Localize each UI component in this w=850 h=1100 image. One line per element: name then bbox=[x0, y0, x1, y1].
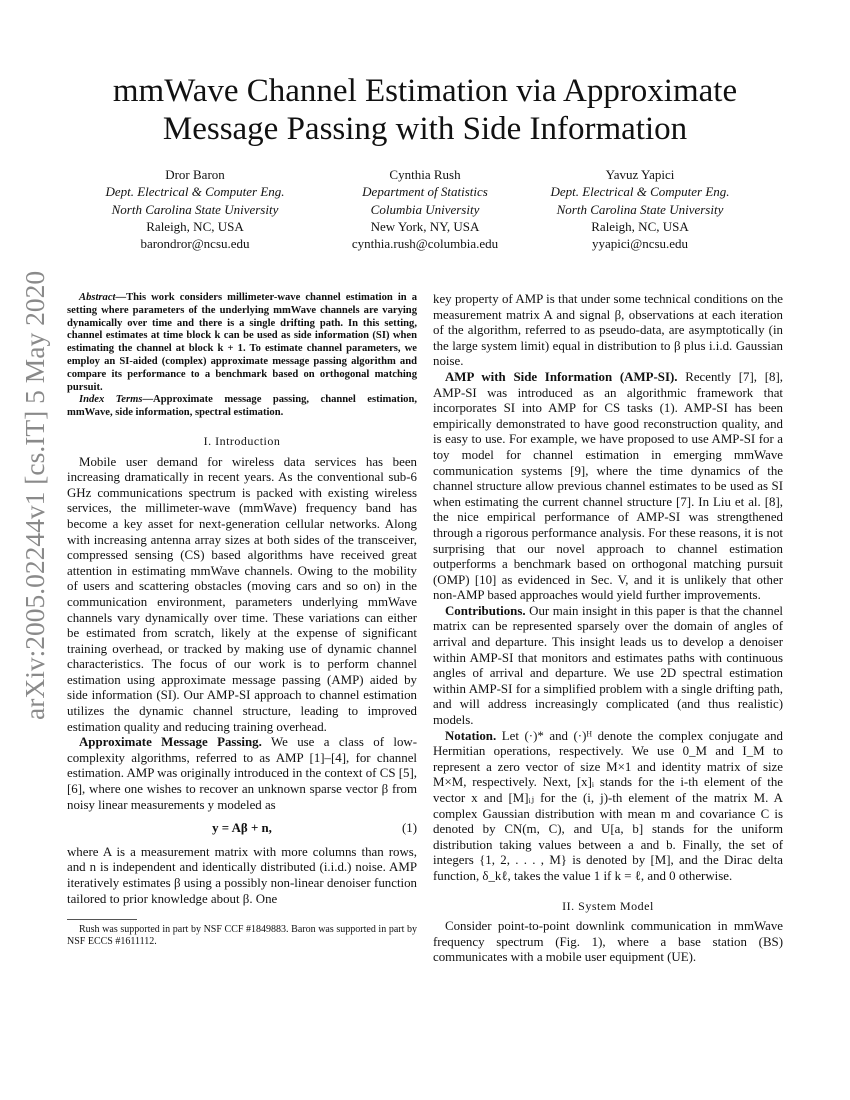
author-city: Raleigh, NC, USA bbox=[591, 218, 689, 234]
author-name: Dror Baron bbox=[165, 167, 225, 182]
author-block-2 bbox=[300, 166, 550, 252]
index-terms bbox=[67, 394, 417, 420]
paper-title bbox=[60, 72, 790, 148]
intro-paragraph: Mobile user demand for wireless data services has been increasing dramatically in recent years. As the conventional sub-6 GHz communications spectrum is packed with existing wireless services, the millimeter-wave (mmWave) frequency band has become a key asset for next-generation cellular networks. Along with increasing antenna array sizes at both sides of the transceiver, compressed sensing (CS) based algorithms have received great attention in estimating mmWave channels. Owing to the mobility of users and scattering obstacles (moving cars and so on) in the communication environment, parameters underlying mmWave channels vary dynamically over time. These variations can either be estimated from scratch, likely at the expense of significant training overhead, or tracked by making use of dynamic channel characteristics. The focus of our work is to perform channel estimation using approximate message passing (AMP) aided by side information (SI). Our AMP-SI approach to channel estimation utilizes the dynamic channel structure, leading to improved estimation quality and reducing training overhead. bbox=[67, 454, 417, 734]
index-terms-label: Index Terms bbox=[79, 394, 143, 406]
contributions-text: Our main insight in this paper is that the channel matrix can be represented sparsely over the domain of angles of arrival and departure. This insight leads us to develop a denoiser within AMP-SI that monitors and estimates paths with continuous angles of arrival and departure. We use 2D spectral estimation within AMP-SI for a simplified problem with a single drifting path, and will address increasingly complicated (and thus realistic) models. bbox=[433, 603, 783, 728]
title-line-1: mmWave Channel Estimation via Approximate bbox=[112, 73, 738, 109]
author-block-3 bbox=[515, 166, 765, 252]
amp-text: We use a class of low-complexity algorithms, referred to as AMP [1]–[4], for channel estimation. AMP was originally introduced in the context of CS [5], [6], where one wishes to recover an unknown sparse vector β from noisy linear measurements y modeled as bbox=[67, 735, 417, 812]
amp-heading: Approximate Message Passing. bbox=[79, 735, 262, 750]
author-org: North Carolina State University bbox=[111, 201, 279, 217]
author-org: North Carolina State University bbox=[556, 201, 724, 217]
author-dept: Dept. Electrical & Computer Eng. bbox=[105, 184, 285, 200]
footnote-rule bbox=[67, 919, 137, 920]
section-heading-introduction: I. Introduction bbox=[203, 433, 281, 448]
system-model-paragraph: Consider point-to-point downlink communication in mmWave frequency spectrum (Fig. 1), where a base station (BS) communicates with a mobile user equipment (UE). bbox=[433, 919, 783, 965]
amp-si-heading: AMP with Side Information (AMP-SI). bbox=[445, 369, 678, 384]
author-block-1 bbox=[70, 166, 320, 252]
abstract-label: Abstract bbox=[79, 292, 116, 303]
footnote: Rush was supported in part by NSF CCF #1849883. Baron was supported in part by NSF ECCS #1611112. bbox=[67, 924, 417, 948]
notation-text: Let (·)* and (·)ᴴ denote the complex conjugate and Hermitian operations, respectively. We use 0_M and I_M to represent a zero vector of size M×1 and identity matrix of size M×M, respectively. Next, [x]ᵢ stands for the i-th element of the vector x and [M]ᵢⱼ for the (i, j)-th element of the matrix M. A complex Gaussian distribution with mean m and covariance C is denoted by CN(m, C), and U[a, b] stands for the uniform distribution taking values between a and b. Finally, the set of integers {1, 2, . . . , M} is denoted by [M], and the Dirac delta function, δ_kℓ, takes the value 1 if k = ℓ, and 0 otherwise. bbox=[433, 728, 783, 883]
arxiv-identifier: arXiv:2005.02244v1 [cs.IT] 5 May 2020 bbox=[19, 270, 50, 720]
author-email: cynthia.rush@columbia.edu bbox=[351, 236, 499, 252]
author-name: Cynthia Rush bbox=[389, 167, 461, 182]
section-heading-system-model: II. System Model bbox=[562, 898, 654, 913]
amp-property-paragraph: key property of AMP is that under some technical conditions on the measurement matrix A and signal β, observations at each iteration of the algorithm, referred to as pseudo-data, are asymptotically (in the large system limit) equal in distribution to β plus i.i.d. Gaussian noise. bbox=[433, 292, 783, 369]
after-equation-paragraph: where A is a measurement matrix with more columns than rows, and n is independent and identically distributed (i.i.d.) noise. AMP iteratively estimates β using a possibly non-linear denoiser function tailored to prior knowledge about β. One bbox=[67, 844, 417, 906]
right-column bbox=[433, 292, 783, 966]
notation-heading: Notation. bbox=[445, 728, 497, 743]
author-name: Yavuz Yapici bbox=[605, 167, 675, 182]
author-email: yyapici@ncsu.edu bbox=[591, 236, 689, 252]
contributions-paragraph bbox=[433, 604, 783, 729]
index-terms-text: —Approximate message passing, channel estimation, mmWave, side information, spectral estimation. bbox=[67, 394, 417, 419]
amp-si-text: Recently [7], [8], AMP-SI was introduced as an algorithmic framework that incorporates SI into AMP for CS tasks (1). AMP-SI has been empirically demonstrated to have good reconstruction quality, and is easy to use. For example, we have proposed to use AMP-SI for a toy model for channel estimation in emerging mmWave communication systems [9], where the time dynamics of the channel structure allow previous channel estimates to be used as SI when estimating the current channel structure [7]. In Liu et al. [8], the nice empirical performance of AMP-SI was strengthened through a rigorous performance analysis. For these reasons, it is not surprising that our novel approach to channel estimation outperforms a benchmark based on orthogonal matching pursuit (OMP) [10] as evidenced in Sec. V, and it is unlikely that other non-AMP based approaches would yield further improvements. bbox=[433, 369, 783, 603]
author-dept: Department of Statistics bbox=[362, 184, 488, 200]
abstract bbox=[67, 292, 417, 394]
author-org: Columbia University bbox=[370, 201, 480, 217]
amp-paragraph bbox=[67, 735, 417, 813]
title-line-2: Message Passing with Side Information bbox=[162, 111, 688, 147]
equation-number: (1) bbox=[401, 821, 417, 836]
footnote-area bbox=[67, 919, 417, 948]
equation-1 bbox=[67, 821, 417, 837]
abstract-text: —This work considers millimeter-wave channel estimation in a setting where parameters of the underlying mmWave channels are varying dynamically over time and there is a single drifting path. In this setting, channel estimates at time block k can be used as side information (SI) when estimating the channel at block k + 1. To estimate channel parameters, we employ an SI-aided (complex) approximate message passing algorithm and compare its performance to a benchmark based on orthogonal matching pursuit. bbox=[67, 292, 417, 393]
author-email: barondror@ncsu.edu bbox=[140, 236, 250, 252]
equation-body: y = Aβ + n, bbox=[212, 821, 272, 836]
left-column bbox=[67, 292, 417, 948]
author-dept: Dept. Electrical & Computer Eng. bbox=[550, 184, 730, 200]
contributions-heading: Contributions. bbox=[445, 603, 526, 618]
notation-paragraph bbox=[433, 729, 783, 885]
amp-si-paragraph bbox=[433, 370, 783, 604]
author-city: Raleigh, NC, USA bbox=[146, 218, 244, 234]
author-city: New York, NY, USA bbox=[370, 218, 480, 234]
